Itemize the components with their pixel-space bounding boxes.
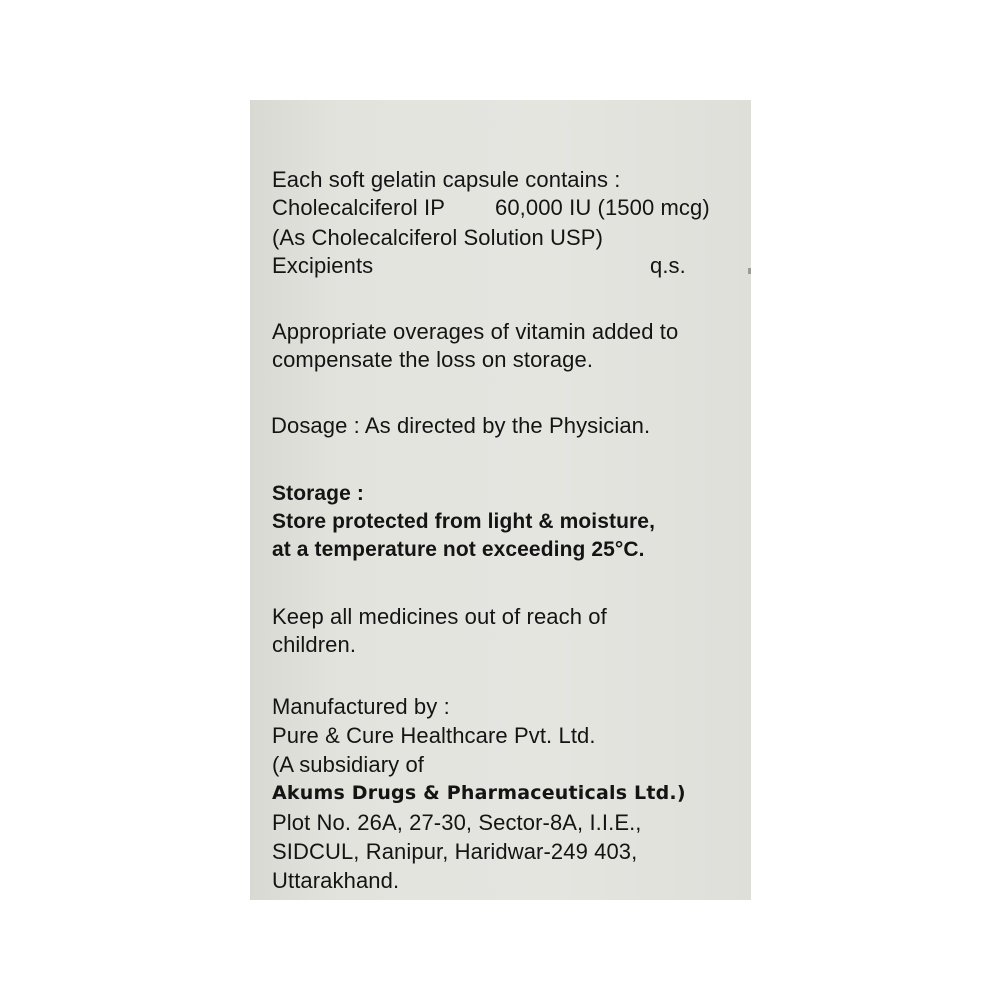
manufacturer-name: Pure & Cure Healthcare Pvt. Ltd.	[272, 723, 596, 748]
dosage-section	[271, 412, 650, 440]
storage-line-2: at a temperature not exceeding 25°C.	[272, 538, 645, 561]
manufacturer-label: Manufactured by :	[272, 694, 450, 719]
composition-section	[272, 166, 710, 282]
warning-line-1: Keep all medicines out of reach of	[272, 604, 607, 629]
address-line-1: Plot No. 26A, 27-30, Sector-8A, I.I.E.,	[272, 810, 642, 835]
address-line-2: SIDCUL, Ranipur, Haridwar-249 403,	[272, 839, 638, 864]
overage-line-1: Appropriate overages of vitamin added to	[272, 319, 679, 344]
address-line-3: Uttarakhand.	[272, 868, 400, 893]
subsidiary-prefix: (A subsidiary of	[272, 752, 425, 777]
storage-heading: Storage :	[272, 482, 364, 505]
dosage-text: Dosage : As directed by the Physician.	[271, 413, 651, 438]
children-warning	[272, 603, 607, 659]
storage-section	[272, 480, 655, 564]
excipients-amount: q.s.	[650, 253, 686, 278]
active-ingredient-name: Cholecalciferol IP	[272, 195, 445, 220]
manufacturer-section	[272, 692, 686, 895]
active-ingredient-source: (As Cholecalciferol Solution USP)	[272, 225, 603, 250]
composition-heading: Each soft gelatin capsule contains :	[272, 167, 621, 192]
active-ingredient-row	[272, 194, 710, 224]
active-ingredient-amount: 60,000 IU (1500 mcg)	[495, 195, 710, 220]
overage-note	[272, 318, 678, 374]
warning-line-2: children.	[272, 632, 357, 657]
carton-edge-mark	[748, 268, 751, 274]
storage-line-1: Store protected from light & moisture,	[272, 510, 655, 533]
parent-company-name: Akums Drugs & Pharmaceuticals Ltd.)	[272, 782, 686, 804]
overage-line-2: compensate the loss on storage.	[272, 347, 594, 372]
excipients-row	[272, 252, 686, 282]
excipients-label: Excipients	[272, 253, 374, 278]
